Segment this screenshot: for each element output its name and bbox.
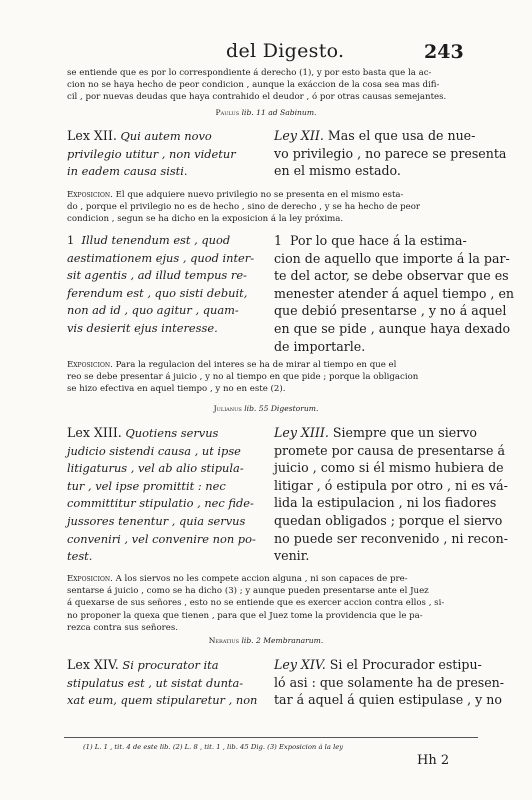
- text-line: juicio , como si él mismo hubiera de: [274, 460, 504, 476]
- latin-column: [67, 232, 262, 338]
- text-line: ferendum est , quo sisti debuit,: [67, 285, 248, 300]
- text-line: in eadem causa sisti.: [67, 164, 188, 179]
- page-number: 243: [424, 41, 464, 63]
- text-line: Qui autem novo: [120, 129, 212, 143]
- law-label-latin: Lex XIII.: [67, 425, 122, 440]
- text-line: se entiende que es por lo correspondiente á derecho (1), y por esto basta que la ac-: [67, 68, 432, 78]
- law-label-latin: Lex XIV.: [67, 657, 119, 672]
- text-line: á quexarse de sus señores , esto no se entiende que es exercer accion contra ellos , si-: [67, 598, 445, 609]
- text-line: test.: [67, 549, 93, 564]
- source-work: lib. 55 Digestorum.: [244, 404, 319, 413]
- text-line: cil , por nuevas deudas que haya contrahido el deudor , ó por otras causas semejantes.: [67, 92, 447, 103]
- source-author: Julianus: [213, 404, 242, 413]
- text-line: El que adquiere nuevo privilegio no se presenta en el mismo esta-: [115, 190, 404, 200]
- law-label-latin: Lex XII.: [67, 128, 117, 143]
- exposition-label: Exposicion.: [67, 360, 113, 370]
- text-line: Para la regulacion del interes se ha de mirar al tiempo en que el: [115, 360, 397, 370]
- text-line: no proponer la quexa que tienen , para que el Juez tome la providencia que le pa-: [67, 610, 423, 621]
- text-line: Si el Procurador estipu-: [329, 657, 482, 672]
- text-line: de importarle.: [274, 338, 366, 354]
- spanish-column: [274, 127, 507, 180]
- exposition-paragraph: [67, 573, 477, 634]
- text-line: committitur stipulatio , nec fide-: [67, 496, 254, 511]
- text-line: cion no se haya hecho de peor condicion , aunque la exáccion de la cosa sea mas difi-: [67, 80, 440, 91]
- text-line: quedan obligados ; porque el siervo: [274, 512, 503, 528]
- source-author: Neratius: [208, 636, 240, 645]
- latin-column: [67, 656, 262, 710]
- page-header: [0, 40, 532, 66]
- exposition-paragraph: [67, 189, 477, 226]
- exposition-label: Exposicion.: [67, 190, 113, 200]
- text-line: se hizo efectiva en aquel tiempo , y no en este (2).: [67, 384, 286, 395]
- text-line: tur , vel ipse promittit : nec: [67, 478, 226, 493]
- text-line: vis desierit ejus interesse.: [67, 320, 218, 335]
- text-line: condicion , segun se ha dicho en la exposicion á la ley próxima.: [67, 214, 344, 225]
- text-line: Mas el que usa de nue-: [327, 128, 476, 143]
- footnote-rule: [64, 737, 478, 738]
- text-line: litigaturus , vel ab alio stipula-: [67, 461, 244, 476]
- paragraph-number: 1: [67, 233, 75, 247]
- source-author: Paulus: [215, 108, 240, 117]
- text-line: non ad id , quo agitur , quam-: [67, 303, 239, 318]
- source-citation: [0, 108, 532, 117]
- text-line: en que se pide , aunque haya dexado: [274, 320, 511, 336]
- text-line: vo privilegio , no parece se presenta: [274, 145, 507, 161]
- text-line: xat eum, quem stipularetur , non: [67, 693, 258, 708]
- spanish-column: [274, 424, 508, 565]
- signature-mark: Hh 2: [417, 753, 450, 768]
- source-work: lib. 2 Membranarum.: [241, 636, 324, 645]
- exposition-label: Exposicion.: [67, 574, 113, 584]
- text-line: rezca contra sus señores.: [67, 622, 178, 633]
- text-line: do , porque el privilegio no es de hecho , sino de derecho , y se ha hecho de peor: [67, 202, 421, 213]
- running-title: del Digesto.: [226, 40, 345, 62]
- text-line: Quotiens servus: [125, 426, 219, 440]
- source-citation: [0, 636, 532, 645]
- text-line: Illud tenendum est , quod: [81, 233, 231, 247]
- text-line: cion de aquello que importe á la par-: [274, 250, 510, 266]
- text-line: Siempre que un siervo: [332, 425, 477, 440]
- latin-column: [67, 127, 262, 181]
- law-label-spanish: Ley XIV.: [274, 657, 326, 672]
- text-line: jussores tenentur , quia servus: [67, 513, 246, 528]
- text-line: reo se debe presentar á juicio , y no al tiempo en que pide ; porque la obligacion: [67, 372, 419, 383]
- text-line: sit agentis , ad illud tempus re-: [67, 268, 247, 283]
- text-line: A los siervos no les compete accion alguna , ni son capaces de pre-: [115, 574, 408, 584]
- text-line: te del actor, se debe observar que es: [274, 268, 509, 284]
- exposition-paragraph: [67, 359, 477, 396]
- text-line: ló asi : que solamente ha de presen-: [274, 674, 505, 690]
- text-line: stipulatus est , ut sistat dunta-: [67, 675, 244, 690]
- footnotes: (1) L. 1 , tit. 4 de este lib. (2) L. 8 , tit. 1 , lib. 45 Dig. (3) Exposicion á la ley: [83, 743, 344, 751]
- text-line: en el mismo estado.: [274, 163, 401, 179]
- text-line: promete por causa de presentarse á: [274, 442, 505, 458]
- paragraph-number: 1: [274, 233, 283, 248]
- text-line: que debió presentarse , y no á aquel: [274, 303, 507, 319]
- text-line: Si procurator ita: [122, 658, 219, 672]
- text-line: judicio sistendi causa , ut ipse: [67, 443, 241, 458]
- text-line: Por lo que hace á la estima-: [290, 233, 467, 248]
- text-line: aestimationem ejus , quod inter-: [67, 250, 255, 265]
- text-line: sentarse á juicio , como se ha dicho (3) ; y aunque pueden presentarse ante el Juez: [67, 586, 429, 597]
- text-line: tar á aquel á quien estipulase , y no: [274, 692, 502, 708]
- text-line: menester atender á aquel tiempo , en: [274, 285, 515, 301]
- text-line: litigar , ó estipula por otro , ni es vá-: [274, 477, 508, 493]
- latin-column: [67, 424, 262, 566]
- intro-paragraph: [67, 67, 477, 104]
- spanish-column: [274, 232, 515, 355]
- source-work: lib. 11 ad Sabinum.: [241, 108, 317, 117]
- spanish-column: [274, 656, 505, 709]
- law-label-spanish: Ley XIII.: [274, 425, 329, 440]
- law-label-spanish: Ley XII.: [274, 128, 324, 143]
- text-line: venir.: [274, 548, 310, 564]
- text-line: privilegio utitur , non videtur: [67, 146, 236, 161]
- text-line: no puede ser reconvenido , ni recon-: [274, 530, 508, 546]
- text-line: conveniri , vel convenire non po-: [67, 531, 256, 546]
- text-line: lida la estipulacion , ni los fiadores: [274, 495, 497, 511]
- source-citation: [0, 404, 532, 413]
